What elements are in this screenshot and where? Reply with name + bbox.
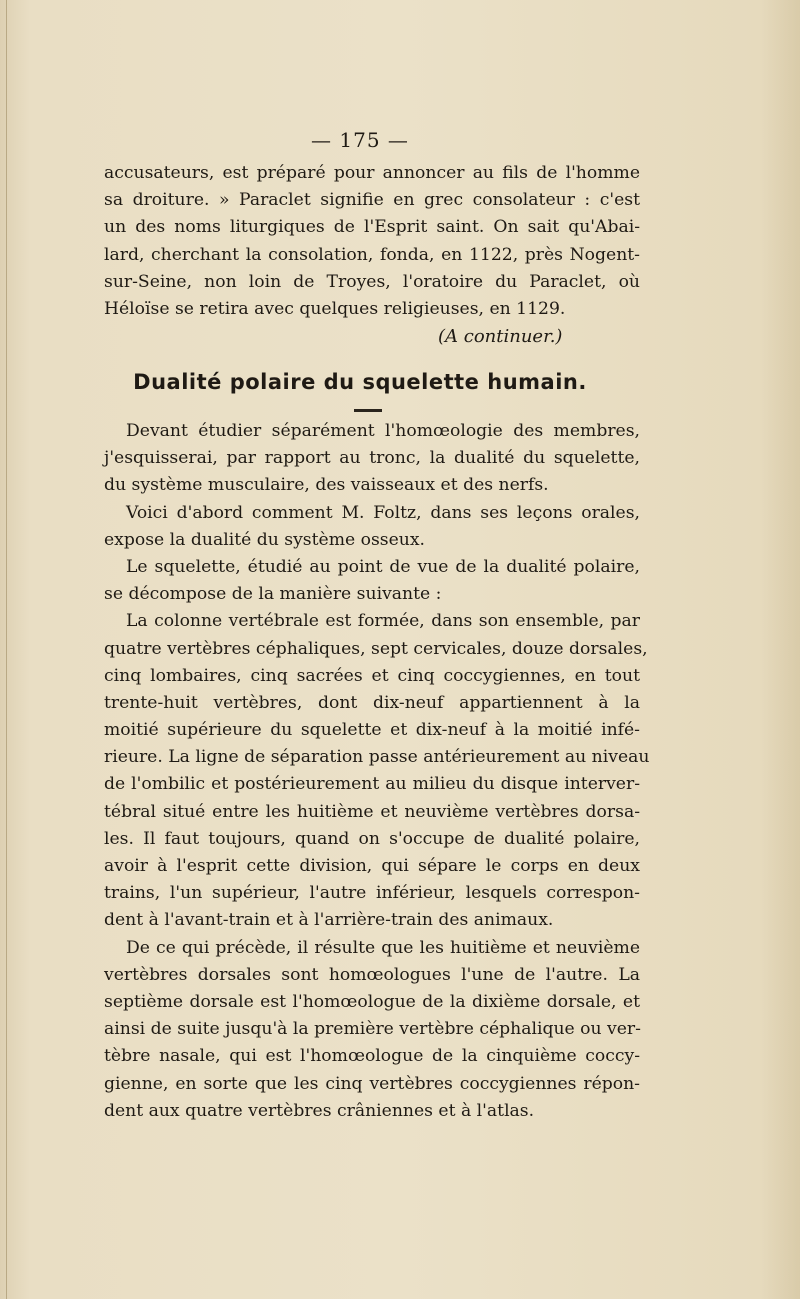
text-line: trains, l'un supérieur, l'autre inférieur, lesquels correspon- (104, 883, 640, 904)
heading-rule (354, 409, 382, 412)
text-line: se décompose de la manière suivante : (104, 584, 442, 605)
text-line: quatre vertèbres céphaliques, sept cervicales, douze dorsales, (104, 638, 648, 659)
text-line: Le squelette, étudié au point de vue de la dualité polaire, (126, 556, 640, 577)
text-line: Voici d'abord comment M. Foltz, dans ses leçons orales, (126, 502, 640, 523)
text-line: gienne, en sorte que les cinq vertèbres coccygiennes répon- (104, 1073, 640, 1094)
text-line: de l'ombilic et postérieurement au milieu du disque interver- (104, 774, 640, 795)
text-line: tèbre nasale, qui est l'homœologue de la cinquième coccy- (104, 1046, 640, 1067)
text-line: Héloïse se retira avec quelques religieuses, en 1129. (104, 298, 566, 319)
paragraph-paraclet (104, 160, 640, 323)
text-line: un des noms liturgiques de l'Esprit saint. On sait qu'Abai- (104, 217, 640, 238)
text-line: dent aux quatre vertèbres crâniennes et à l'atlas. (104, 1100, 535, 1121)
text-line: rieure. La ligne de séparation passe antérieurement au niveau (104, 747, 650, 768)
text-line: avoir à l'esprit cette division, qui sépare le corps en deux (104, 856, 640, 876)
text-line: trente-huit vertèbres, dont dix-neuf appartiennent à la (104, 692, 640, 713)
section-body (104, 418, 650, 1125)
text-line: j'esquisserai, par rapport au tronc, la dualité du squelette, (104, 448, 640, 469)
text-line: sur-Seine, non loin de Troyes, l'oratoire du Paraclet, où (104, 271, 640, 292)
text-line: les. Il faut toujours, quand on s'occupe de dualité polaire, (104, 828, 640, 849)
text-line: dent à l'avant-train et à l'arrière-train des animaux. (104, 910, 554, 931)
text-line: du système musculaire, des vaisseaux et des nerfs. (104, 475, 549, 496)
text-line: vertèbres dorsales sont homœologues l'une de l'autre. La (104, 964, 640, 985)
to-be-continued-note: (A continuer.) (438, 326, 563, 347)
text-line: accusateurs, est préparé pour annoncer au fils de l'homme (104, 163, 640, 183)
text-line: sa droiture. » Paraclet signifie en grec consolateur : c'est (104, 190, 640, 211)
text-line: cinq lombaires, cinq sacrées et cinq coccygiennes, en tout (104, 665, 640, 686)
text-line: septième dorsale est l'homœologue de la dixième dorsale, et (104, 991, 640, 1012)
text-line: La colonne vertébrale est formée, dans son ensemble, par (126, 611, 640, 632)
page-number: — 175 — (311, 128, 409, 152)
section-heading: Dualité polaire du squelette humain. (133, 370, 587, 394)
text-line: tébral situé entre les huitième et neuvième vertèbres dorsa- (104, 801, 640, 822)
text-line: ainsi de suite jusqu'à la première vertèbre céphalique ou ver- (104, 1019, 641, 1040)
text-line: lard, cherchant la consolation, fonda, en 1122, près Nogent- (104, 244, 640, 265)
text-line: moitié supérieure du squelette et dix-neuf à la moitié infé- (104, 720, 640, 741)
text-line: Devant étudier séparément l'homœologie des membres, (126, 421, 640, 441)
text-line: De ce qui précède, il résulte que les huitième et neuvième (126, 937, 640, 958)
text-line: expose la dualité du système osseux. (104, 529, 426, 550)
page-edge (6, 0, 7, 1299)
